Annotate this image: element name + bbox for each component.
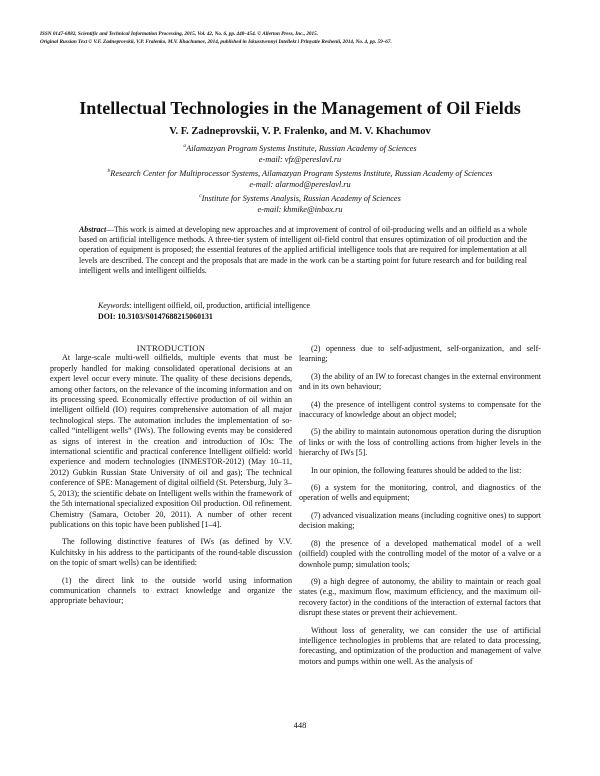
intro-heading: INTRODUCTION xyxy=(136,343,206,353)
affiliation-c: $^c$Institute for Systems Analysis, Russian Academy of Sciences xyxy=(199,192,401,203)
paragraph: (7) advanced visualization means (including cognitive ones) to support decision making; xyxy=(299,510,541,531)
affiliations xyxy=(0,141,600,215)
paragraph: (3) the ability of an IW to forecast changes in the external environment and in its own behaviour; xyxy=(299,371,541,392)
paper-title: Intellectual Technologies in the Management of Oil Fields xyxy=(79,98,521,118)
paragraph: At large-scale multi-well oilfields, multiple events that must be properly handled for making consolidated operational decisions at an expert level occur every minute. The quality of these decisions depends, among other factors, on the relevance of the incoming information and on its processing speed. Economically effective production of oil within an intelligent oilfield (IO) requires comprehensive automation of all major technological steps. The automation includes the implementation of so-called “intelligent wells” (IWs). The following events may be considered as signs of interest in the creation and introduction of IOs: The international scientific and practical conference Intelligent oilfield: world experience and modern technologies (INMESTOR-2012) (May 10–11, 2012) Gubkin Russian State University of oil and gas); The technical conference of SPE: Management of digital oilfield (St. Petersburg, July 3–5, 2013); the scientific debate on Intelligent wells within the framework of the 5th international specialized exposition Oil production. Oil refinement. Chemistry (Samara, October 20, 2011). A number of other recent publications on this topic have been published [1–4]. xyxy=(50,353,292,529)
affiliation-b: $^b$Research Center for Multiprocessor Systems, Ailamazyan Program Systems Institute, Russian Academy of Sciences xyxy=(107,167,493,178)
paragraph: (2) openness due to self-adjustment, self-organization, and self-learning; xyxy=(299,344,541,364)
abstract xyxy=(79,225,527,276)
journal-header-line2: Original Russian Text © V.F. Zadneprovskii, V.P. Fralenko, M.V. Khachumov, 2014, published in Iskusstvennyi Intellekt i Prinyatie Reshenii, 2014, No. 4, pp. 59–67. xyxy=(40,39,392,45)
email-a: e-mail: vfz@pereslavl.ru xyxy=(258,155,342,165)
keywords: Keywords: intelligent oilfield, oil, production, artificial intelligence xyxy=(98,301,311,310)
email-c: e-mail: khmike@inbox.ru xyxy=(257,204,343,214)
page-number: 448 xyxy=(293,720,307,730)
paragraph: (1) the direct link to the outside world using information communication channels to extract knowledge and organize the appropriate behaviour; xyxy=(50,575,292,606)
paragraph: Without loss of generality, we can consider the use of artificial intelligence technologies in problems that are related to data processing, forecasting, and optimization of the production and management of valve motors and pumps within one well. As the analysis of xyxy=(299,625,541,666)
left-column xyxy=(50,343,292,607)
keywords-block xyxy=(98,300,528,322)
paper-authors: V. F. Zadneprovskii, V. P. Fralenko, and M. V. Khachumov xyxy=(169,126,431,137)
journal-header-line1: ISSN 0147-6882, Scientific and Technical Information Processing, 2015, Vol. 42, No. 6, pp. 448–454. © Allerton Press, Inc., 2015. xyxy=(40,31,319,37)
abstract-text: —This work is aimed at developing new approaches and at improvement of control of oil-producing wells and an oilfield as a whole based on artificial intelligence methods. A three-tier system of intelligent oil-field control that ensures optimization of oil production and the operation of equipment is proposed; the essential features of the applied artificial intelligence tools that are required for implementation at all levels are described. The concept and the proposals that are made in the work can be a starting point for future research and for building real intelligent wells and intelligent oilfields. xyxy=(79,225,527,275)
paragraph: (9) a high degree of autonomy, the ability to maintain or reach goal states (e.g., maximum flow, maximum efficiency, and the maximum oil-recovery factor) in the conditions of the interaction of external factors that disrupt these states or prevent their achievement. xyxy=(299,576,541,618)
paragraph: (5) the ability to maintain autonomous operation during the disruption of links or with the loss of controlling actions from higher levels in the hierarchy of IWs [5]. xyxy=(299,427,541,458)
email-b: e-mail: alarmod@pereslavl.ru xyxy=(249,180,351,190)
right-column xyxy=(299,344,541,667)
paragraph: (6) a system for the monitoring, control, and diagnostics of the operation of wells and equipment; xyxy=(299,483,541,503)
journal-header xyxy=(40,30,570,46)
paragraph: (4) the presence of intelligent control systems to compensate for the inaccuracy of knowledge about an object model; xyxy=(299,399,541,420)
affiliation-a: $^a$Ailamazyan Program Systems Institute, Russian Academy of Sciences xyxy=(183,143,417,153)
paragraph: (8) the presence of a developed mathematical model of a well (oilfield) coupled with the controlling model of the motor of a valve or a downhole pump; simulation tools; xyxy=(299,538,541,569)
paragraph: In our opinion, the following features should be added to the list: xyxy=(311,465,522,475)
paragraph: The following distinctive features of IWs (as defined by V.V. Kulchitsky in his address to the participants of the round-table discussion on the topic of smart wells) can be identified: xyxy=(50,537,292,568)
abstract-label: Abstract xyxy=(79,225,107,234)
doi: DOI: 10.3103/S0147688215060131 xyxy=(98,312,213,321)
